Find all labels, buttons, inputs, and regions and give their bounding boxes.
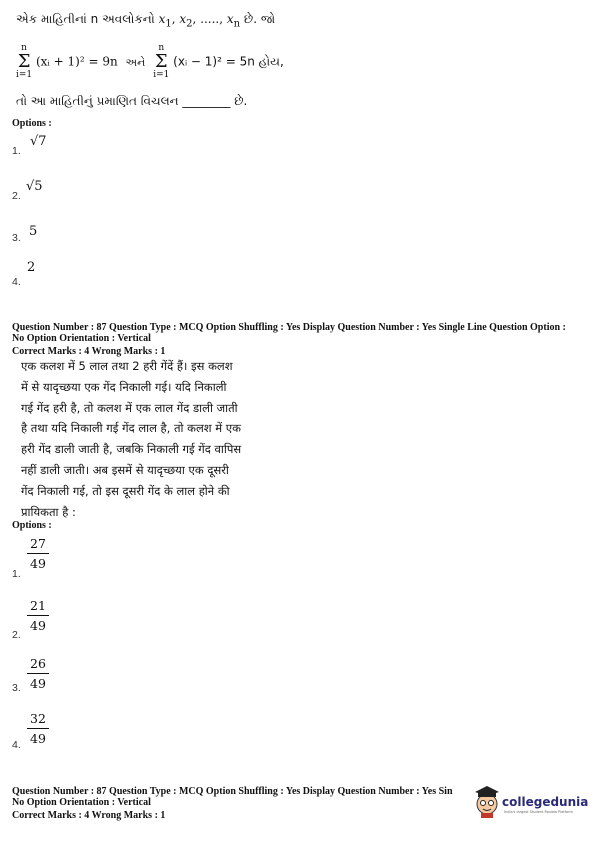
q1-equation-2: (xᵢ − 1)² = 5n હોય, <box>173 54 284 69</box>
q2-option-2-denominator: 49 <box>30 618 46 633</box>
q1-option-4-number: 4. <box>12 276 21 288</box>
q2-option-3-number: 3. <box>12 682 21 694</box>
q3-header-line-1: Question Number : 87 Question Type : MCQ Option Shuffling : Yes Display Question Number : Yes Sin <box>12 786 453 797</box>
q1-line1-prefix: એક માહિતીનાં n અવલોકનો <box>16 12 155 26</box>
q1-equation-1: (xᵢ + 1)² = 9n <box>35 54 118 69</box>
logo-wordmark: collegedunia <box>502 795 589 809</box>
q1-and-word: અને <box>125 55 146 69</box>
logo-tagline: India's largest Student Review Platform <box>504 810 573 814</box>
q2-option-2-numerator: 21 <box>27 598 49 616</box>
q2-text-line: प्रायिकता है : <box>21 504 76 519</box>
q2-text-line: एक कलश में 5 लाल तथा 2 हरी गेंदें हैं। इस कलश <box>21 359 233 373</box>
q2-option-4-numerator: 32 <box>27 711 49 729</box>
q1-line-1 <box>16 12 275 29</box>
q2-header-line-1: Question Number : 87 Question Type : MCQ Option Shuffling : Yes Display Question Number : Yes Single Line Question Option : <box>12 322 566 333</box>
q2-text-line: गई गेंद हरी है, तो कलश में एक लाल गेंद डाली जाती <box>21 400 238 415</box>
q2-option-1-numerator: 27 <box>27 536 49 554</box>
summation-1: n Σ i=1 <box>16 43 33 80</box>
q2-option-2-number: 2. <box>12 629 21 641</box>
options-label-1: Options : <box>12 118 52 129</box>
q1-option-3-number: 3. <box>12 232 21 244</box>
q2-text-line: है तथा यदि निकाली गई गेंद लाल है, तो कलश में एक <box>21 421 241 436</box>
q2-option-4-number: 4. <box>12 739 21 751</box>
q2-header-line-3: Correct Marks : 4 Wrong Marks : 1 <box>12 346 166 357</box>
q2-text-line: नहीं डाली जाती। अब इसमें से यादृच्छया एक दूसरी <box>21 462 229 477</box>
q1-line1-suffix: છે. જો <box>243 12 276 26</box>
q2-question-text <box>21 356 241 522</box>
q1-option-4-value[interactable]: 2 <box>27 260 36 275</box>
q1-equation-line <box>16 44 284 80</box>
q3-header-line-3: Correct Marks : 4 Wrong Marks : 1 <box>12 810 166 821</box>
q1-variables: $x_1$, $x_2$, ....., $x_n$ <box>158 12 241 30</box>
q1-option-3-value[interactable]: 5 <box>29 224 38 239</box>
q2-header-line-2: No Option Orientation : Vertical <box>12 333 151 344</box>
q1-option-2-value[interactable]: √5 <box>26 179 43 194</box>
q2-text-line: हरी गेंद डाली जाती है, जबकि निकाली गई गेंद वापिस <box>21 442 242 457</box>
q3-header-line-2: No Option Orientation : Vertical <box>12 797 151 808</box>
collegedunia-logo[interactable] <box>473 784 591 824</box>
summation-2: n Σ i=1 <box>153 43 170 80</box>
q2-option-3-denominator: 49 <box>30 676 46 691</box>
q2-option-3-fraction[interactable] <box>27 656 49 691</box>
q2-option-4-fraction[interactable] <box>27 711 49 746</box>
q2-option-4-denominator: 49 <box>30 731 46 746</box>
q2-option-2-fraction[interactable] <box>27 598 49 633</box>
q2-option-1-number: 1. <box>12 568 21 580</box>
q2-text-line: गेंद निकाली गई, तो इस दूसरी गेंद के लाल होने की <box>21 483 230 498</box>
q2-option-3-numerator: 26 <box>27 656 49 674</box>
q2-text-line: में से यादृच्छया एक गेंद निकाली गई। यदि निकाली <box>21 379 227 394</box>
q2-option-1-fraction[interactable] <box>27 536 49 571</box>
q2-option-1-denominator: 49 <box>30 556 46 571</box>
mascot-icon <box>473 784 501 818</box>
q1-option-1-value[interactable]: √7 <box>30 134 47 149</box>
q1-option-2-number: 2. <box>12 190 21 202</box>
q1-line-3: તો આ માહિતીનું પ્રમાણિત વિચલન ________ છે. <box>16 94 248 108</box>
options-label-2: Options : <box>12 520 52 531</box>
q1-option-1-number: 1. <box>12 145 21 157</box>
